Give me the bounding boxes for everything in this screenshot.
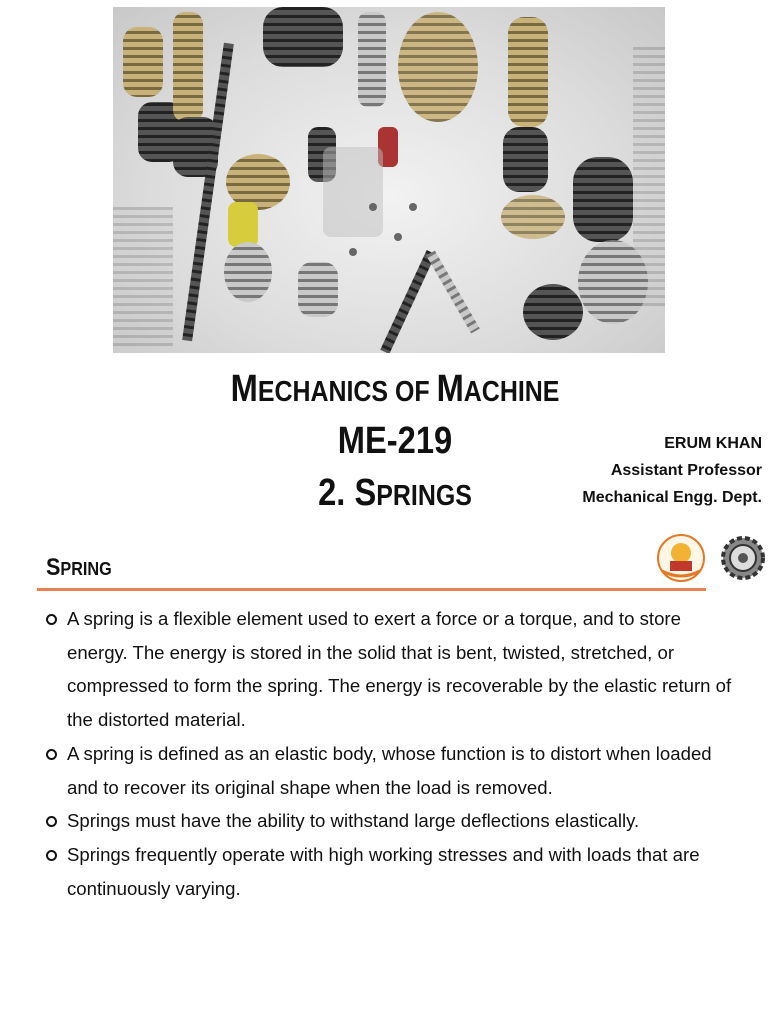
chapter-title: 2. SPRINGS bbox=[318, 472, 472, 514]
bullet-item: A spring is a flexible element used to exert a force or a torque, and to store energy. The energy is stored in the solid that is bent, twisted, stretched, or compressed to form the spring. The energy is recoverable by the elastic return of the distorted material. bbox=[44, 602, 744, 737]
springs-illustration bbox=[113, 7, 665, 353]
bullet-list bbox=[44, 602, 744, 905]
bullet-item: Springs frequently operate with high working stresses and with loads that are continuously varying. bbox=[44, 838, 744, 905]
bullet-item: A spring is defined as an elastic body, whose function is to distort when loaded and to recover its original shape when the load is removed. bbox=[44, 737, 744, 804]
bullet-item: Springs must have the ability to withstand large deflections elastically. bbox=[44, 804, 744, 838]
author-block bbox=[582, 430, 762, 511]
bullet-marker-icon bbox=[46, 850, 57, 861]
department-gear-logo-icon bbox=[719, 533, 767, 583]
author-dept: Mechanical Engg. Dept. bbox=[582, 489, 762, 506]
author-name: ERUM KHAN bbox=[664, 435, 762, 452]
title-block bbox=[193, 370, 597, 526]
bullet-marker-icon bbox=[46, 614, 57, 625]
institute-logo-icon bbox=[656, 533, 706, 583]
springs-photo bbox=[113, 7, 665, 353]
bullet-marker-icon bbox=[46, 816, 57, 827]
course-title: MECHANICS OF MACHINE bbox=[230, 368, 560, 410]
bullet-marker-icon bbox=[46, 749, 57, 760]
author-role: Assistant Professor bbox=[610, 462, 762, 479]
course-code: ME-219 bbox=[337, 420, 453, 462]
heading-rule bbox=[37, 588, 706, 591]
section-heading: SPRING bbox=[46, 554, 112, 581]
